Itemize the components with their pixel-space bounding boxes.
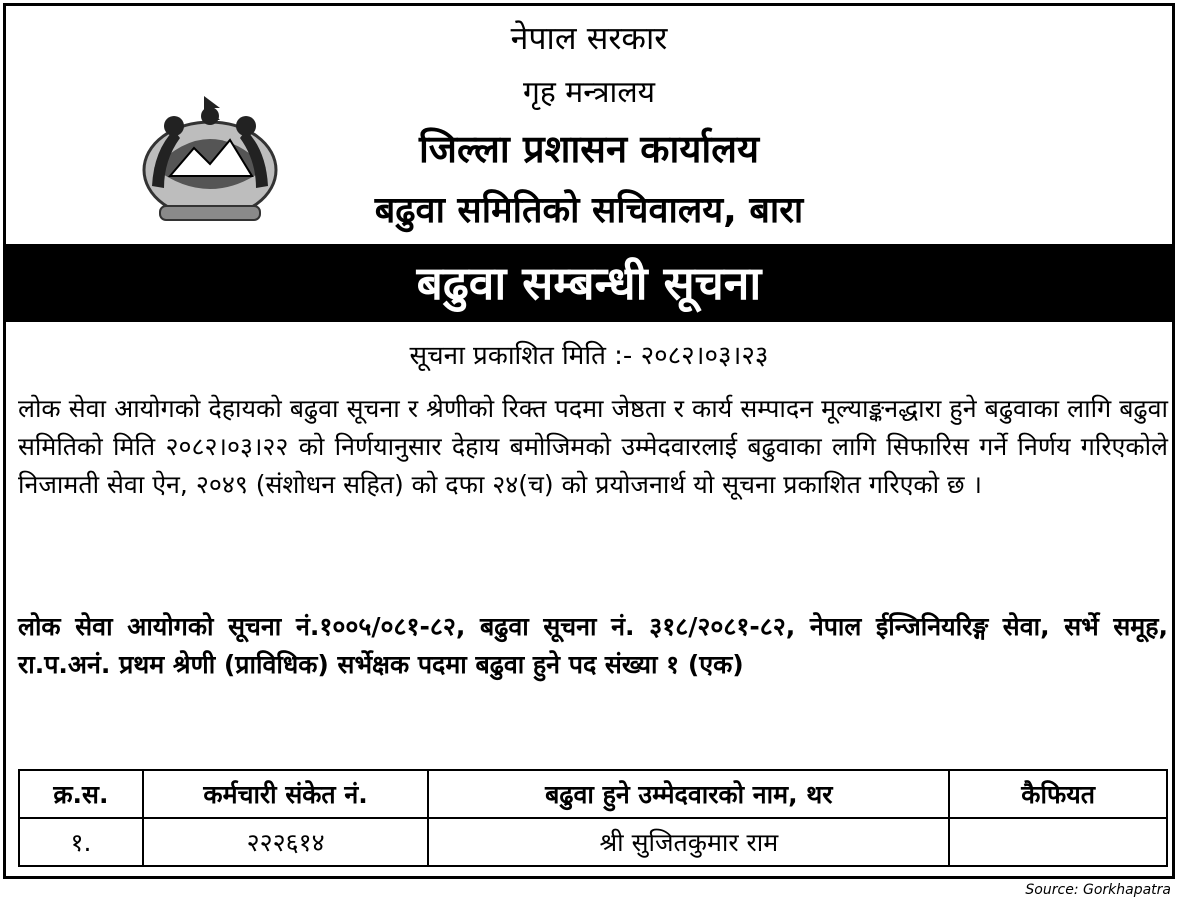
cell-remarks	[949, 818, 1167, 866]
table-row	[19, 818, 1167, 866]
notice-frame	[3, 3, 1175, 879]
cell-serial: १.	[19, 818, 143, 866]
col-candidate-name: बढुवा हुने उम्मेदवारको नाम, थर	[428, 770, 949, 818]
publish-date: सूचना प्रकाशित मिति :- २०८२।०३।२३	[409, 341, 769, 371]
notice-title-banner: बढुवा सम्बन्धी सूचना	[6, 244, 1172, 322]
notice-header	[6, 6, 1172, 244]
col-remarks: कैफियत	[949, 770, 1167, 818]
promotion-table	[18, 769, 1168, 867]
cell-employee-code: २२२६१४	[143, 818, 429, 866]
header-line-3: जिल्ला प्रशासन कार्यालय	[418, 127, 760, 171]
notice-paragraph-1: लोक सेवा आयोगको देहायको बढुवा सूचना र श्रेणीको रिक्त पदमा जेष्ठता र कार्य सम्पादन मूल्याङ्कनद्धारा हुने बढुवाका लागि बढुवा समितिको मिति २०८२।०३।२२ को निर्णयानुसार देहाय बमोजिमको उम्मेदवारलाई बढुवाका लागि सिफारिस गर्ने निर्णय गरिएकोले निजामती सेवा ऐन, २०४९ (संशोधन सहित) को दफा २४(च) को प्रयोजनार्थ यो सूचना प्रकाशित गरिएको छ ।	[18, 394, 1168, 499]
notice-paragraph-2: लोक सेवा आयोगको सूचना नं.१००५/०८१-८२, बढुवा सूचना नं. ३१८/२०८१-८२, नेपाल ईन्जिनियरिङ्ग सेवा, सर्भे समूह, रा.प.अनं. प्रथम श्रेणी (प्राविधिक) सर्भेक्षक पदमा बढुवा हुने पद संख्या १ (एक)	[18, 612, 1168, 679]
header-line-4: बढुवा समितिको सचिवालय, बारा	[374, 190, 804, 231]
cell-candidate-name: श्री सुजितकुमार राम	[428, 818, 949, 866]
header-line-2: गृह मन्त्रालय	[522, 75, 656, 110]
header-line-1: नेपाल सरकार	[510, 19, 668, 57]
table-header-row	[19, 770, 1167, 818]
col-serial: क्र.स.	[19, 770, 143, 818]
source-credit: Source: Gorkhapatra	[1025, 882, 1171, 898]
col-employee-code: कर्मचारी संकेत नं.	[143, 770, 429, 818]
